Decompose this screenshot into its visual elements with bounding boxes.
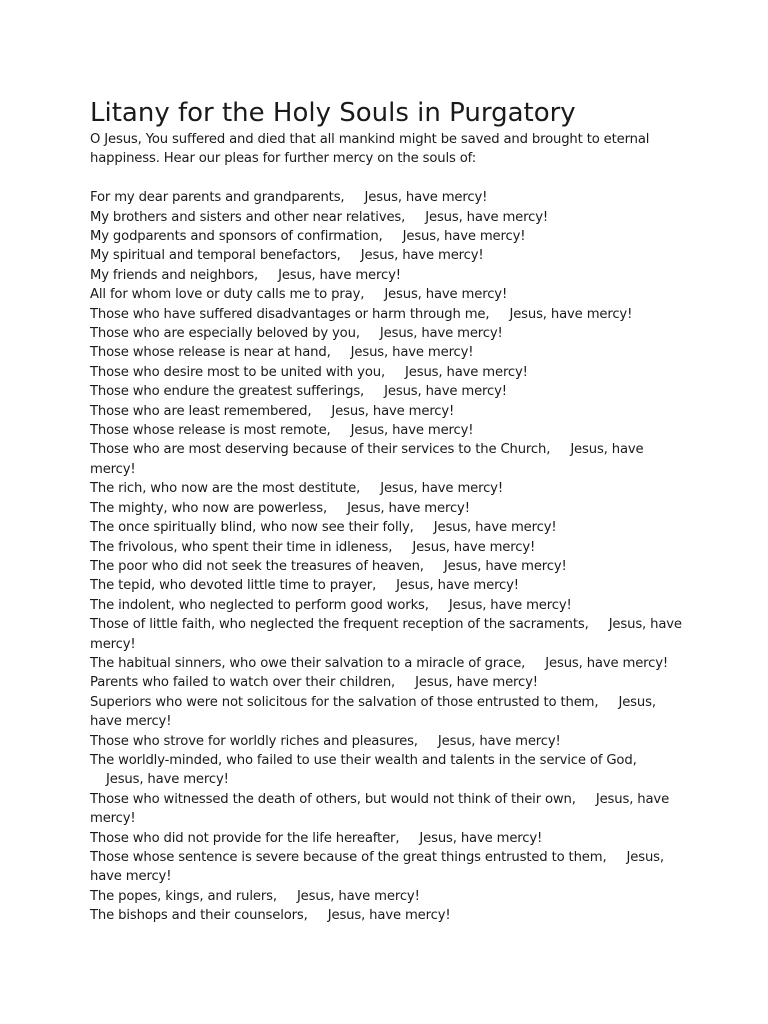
- petition-text: The rich, who now are the most destitute,: [90, 481, 361, 497]
- petition-text: Those of little faith, who neglected the frequent reception of the sacraments,: [90, 617, 589, 633]
- petition-text: Those who endure the greatest sufferings,: [90, 384, 365, 400]
- response-text: Jesus, have mercy!: [90, 694, 656, 730]
- litany-item: [90, 693, 682, 732]
- litany-item: [90, 479, 682, 498]
- litany-item: [90, 363, 682, 382]
- response-text: Jesus, have mercy!: [360, 248, 484, 264]
- litany-item: [90, 440, 682, 479]
- petition-text: The frivolous, who spent their time in idleness,: [90, 539, 393, 555]
- response-text: Jesus, have mercy!: [331, 403, 455, 419]
- litany-item: [90, 208, 682, 227]
- litany-item: [90, 343, 682, 362]
- response-text: Jesus, have mercy!: [405, 364, 528, 380]
- petition-text: The popes, kings, and rulers,: [90, 888, 277, 904]
- petition-text: Those whose release is most remote,: [90, 423, 331, 439]
- litany-item: [90, 285, 682, 304]
- response-text: Jesus, have mercy!: [443, 558, 567, 574]
- petition-text: Those whose release is near at hand,: [90, 345, 331, 361]
- litany-item: [90, 324, 682, 343]
- response-text: Jesus, have mercy!: [415, 675, 538, 691]
- litany-item: [90, 654, 682, 673]
- response-text: Jesus, have mercy!: [364, 190, 488, 206]
- petition-text: Superiors who were not solicitous for the salvation of those entrusted to them,: [90, 694, 599, 710]
- petition-text: The worldly-minded, who failed to use their wealth and talents in the service of God,: [90, 752, 637, 768]
- response-text: Jesus, have mercy!: [90, 791, 670, 827]
- litany-item: [90, 576, 682, 595]
- petition-text: Those who witnessed the death of others, but would not think of their own,: [90, 791, 576, 807]
- response-text: Jesus, have mercy!: [384, 384, 507, 400]
- litany-item: [90, 421, 682, 440]
- petition-text: All for whom love or duty calls me to pray,: [90, 287, 365, 303]
- litany-list: [90, 188, 682, 925]
- response-text: Jesus, have mercy!: [509, 306, 633, 322]
- petition-text: The bishops and their counselors,: [90, 908, 308, 924]
- petition-text: Parents who failed to watch over their children,: [90, 675, 396, 691]
- litany-item: [90, 382, 682, 401]
- response-text: Jesus, have mercy!: [419, 830, 543, 846]
- litany-item: [90, 227, 682, 246]
- response-text: Jesus, have mercy!: [278, 267, 401, 283]
- litany-item: [90, 887, 682, 906]
- response-text: Jesus, have mercy!: [90, 850, 664, 885]
- petition-text: The once spiritually blind, who now see their folly,: [90, 520, 414, 536]
- litany-item: [90, 188, 682, 207]
- response-text: Jesus, have mercy!: [437, 733, 561, 749]
- petition-text: Those whose sentence is severe because of the great things entrusted to them,: [90, 850, 607, 866]
- response-text: Jesus, have mercy!: [545, 655, 669, 671]
- response-text: Jesus, have mercy!: [327, 908, 451, 924]
- litany-item: [90, 266, 682, 285]
- response-text: Jesus, have mercy!: [350, 423, 474, 439]
- petition-text: The mighty, who now are powerless,: [90, 500, 328, 516]
- litany-item: [90, 848, 682, 887]
- litany-item: [90, 596, 682, 615]
- petition-text: My spiritual and temporal benefactors,: [90, 248, 341, 264]
- petition-text: Those who desire most to be united with you,: [90, 364, 385, 380]
- petition-text: My friends and neighbors,: [90, 267, 259, 283]
- petition-text: The habitual sinners, who owe their salvation to a miracle of grace,: [90, 655, 526, 671]
- litany-item: [90, 906, 682, 925]
- petition-text: Those who did not provide for the life hereafter,: [90, 830, 400, 846]
- response-text: Jesus, have mercy!: [90, 442, 644, 477]
- litany-item: [90, 557, 682, 576]
- litany-item: [90, 246, 682, 265]
- petition-text: My godparents and sponsors of confirmation,: [90, 229, 383, 245]
- response-text: Jesus, have mercy!: [433, 520, 557, 536]
- petition-text: Those who strove for worldly riches and pleasures,: [90, 733, 418, 749]
- response-text: Jesus, have mercy!: [296, 888, 420, 904]
- response-text: Jesus, have mercy!: [106, 772, 229, 788]
- response-text: Jesus, have mercy!: [347, 500, 470, 516]
- litany-item: [90, 732, 682, 751]
- petition-text: Those who are most deserving because of their services to the Church,: [90, 442, 551, 458]
- response-text: Jesus, have mercy!: [384, 287, 508, 303]
- litany-item: [90, 518, 682, 537]
- response-text: Jesus, have mercy!: [448, 597, 572, 613]
- response-text: Jesus, have mercy!: [412, 539, 536, 555]
- response-text: Jesus, have mercy!: [350, 345, 474, 361]
- page-title: Litany for the Holy Souls in Purgatory: [90, 98, 576, 128]
- petition-text: For my dear parents and grandparents,: [90, 190, 345, 206]
- petition-text: Those who have suffered disadvantages or harm through me,: [90, 306, 490, 322]
- response-text: Jesus, have mercy!: [425, 209, 549, 225]
- litany-item: [90, 538, 682, 557]
- petition-text: Those who are especially beloved by you,: [90, 326, 360, 342]
- litany-item: [90, 615, 682, 654]
- petition-text: Those who are least remembered,: [90, 403, 312, 419]
- litany-item: [90, 790, 682, 829]
- intro-paragraph: O Jesus, You suffered and died that all mankind might be saved and brought to eternal happiness. Hear our pleas for further mercy on the souls of:: [90, 132, 650, 167]
- document-page: [90, 96, 682, 926]
- response-text: Jesus, have mercy!: [90, 617, 682, 652]
- petition-text: The poor who did not seek the treasures of heaven,: [90, 558, 424, 574]
- litany-item: [90, 305, 682, 324]
- response-text: Jesus, have mercy!: [396, 578, 519, 594]
- litany-item: [90, 829, 682, 848]
- litany-item: [90, 673, 682, 692]
- litany-item: [90, 751, 682, 790]
- response-text: Jesus, have mercy!: [380, 481, 503, 497]
- litany-item: [90, 499, 682, 518]
- response-text: Jesus, have mercy!: [379, 326, 503, 342]
- petition-text: My brothers and sisters and other near relatives,: [90, 209, 406, 225]
- response-text: Jesus, have mercy!: [402, 229, 526, 245]
- petition-text: The indolent, who neglected to perform good works,: [90, 597, 429, 613]
- petition-text: The tepid, who devoted little time to prayer,: [90, 578, 377, 594]
- litany-item: [90, 402, 682, 421]
